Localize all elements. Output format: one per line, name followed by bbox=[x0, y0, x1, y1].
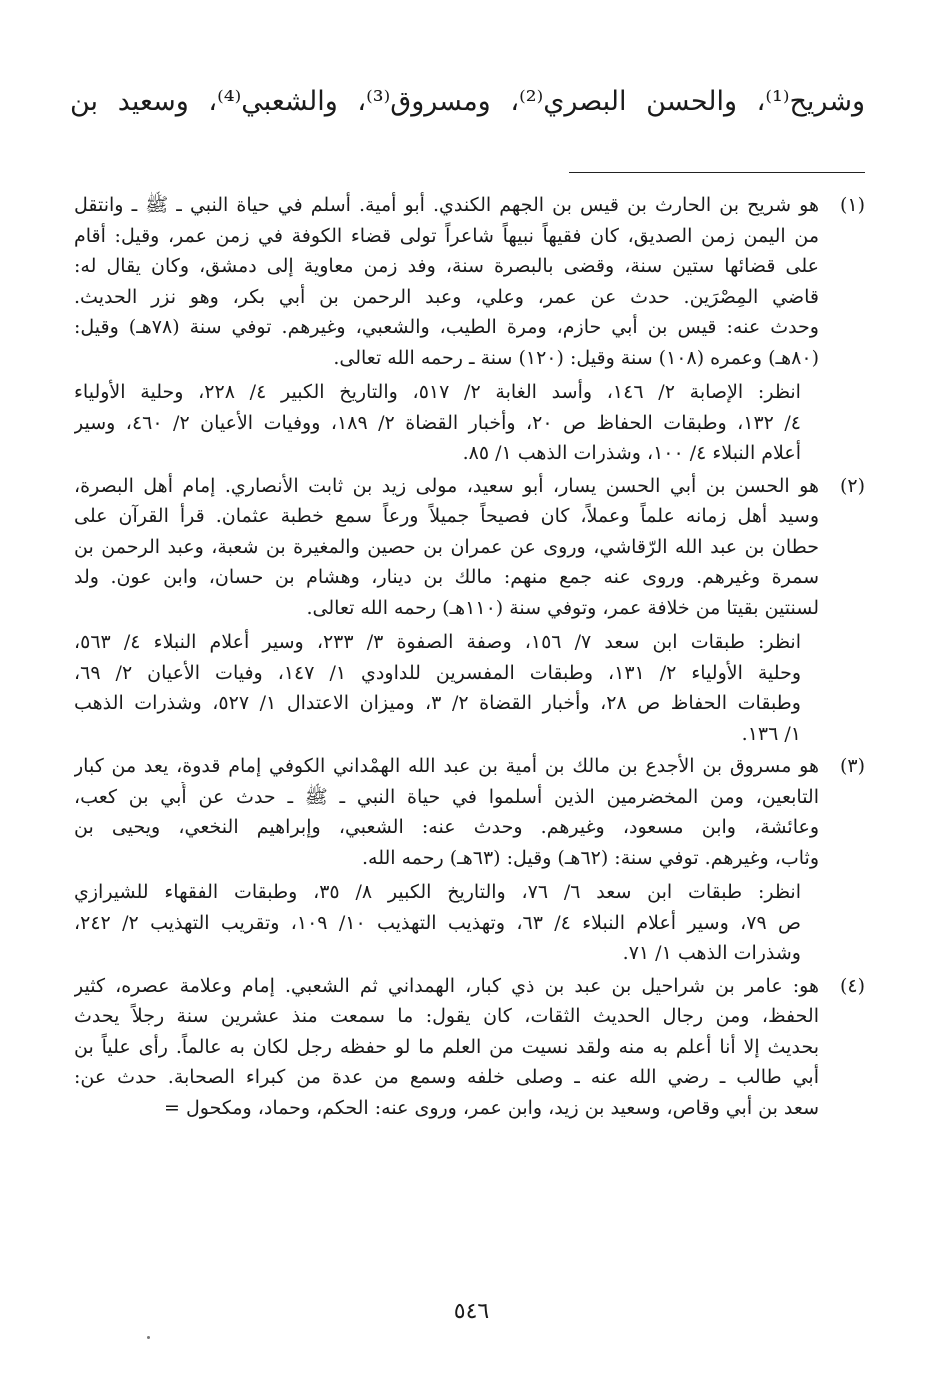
footnote-number: (١) bbox=[839, 194, 865, 216]
footnote-1 bbox=[74, 190, 865, 469]
footnote-sources bbox=[74, 877, 819, 969]
footnote-separator bbox=[569, 172, 865, 173]
footnote-sources bbox=[74, 627, 819, 749]
footnote-text-line: وعائشة، وابن مسعود، وغيرهم. وحدث عنه: الشعبي، وإبراهيم النخعي، ويحيى بن bbox=[74, 816, 819, 838]
footnote-text-line: وحدث عنه: قيس بن أبي حازم، ومرة الطيب، والشعبي، وغيرهم. توفي سنة (٧٨هـ) وقيل: bbox=[74, 316, 819, 338]
footnote-sources bbox=[74, 377, 819, 469]
footnote-text-line: قاضي المِصْرَين. حدث عن عمر، وعلي، وعبد الرحمن بن أبي بكر، وهو نزر الحديث. bbox=[74, 285, 819, 308]
footnote-text-line: هو مسروق بن الأجدع بن مالك بن أمية بن عبد الله الهمْداني الكوفي إمام قدوة، يعد من كبار bbox=[74, 755, 819, 777]
source-line: انظر: طبقات ابن سعد ٦/ ٧٦، والتاريخ الكبير ٨/ ٣٥، وطبقات الفقهاء للشيرازي bbox=[74, 881, 801, 903]
footnote-number: (٤) bbox=[839, 974, 865, 997]
footnote-text-line: الحفظ، ومن رجال الحديث الثقات، كان يقول: ما سمعت منذ عشرين سنة رجلاً يحدث bbox=[74, 1005, 819, 1027]
footnote-text-line: هو شريح بن الحارث بن قيس بن الجهم الكندي. أبو أمية. أسلم في حياة النبي ـ ﷺ ـ وانتقل bbox=[74, 194, 819, 216]
footnote-text-line: وسيد أهل زمانه علماً وعملاً، كان فصيحاً جميلاً ورعاً سمع خطبة عثمان. قرأ القرآن على bbox=[74, 505, 819, 527]
footnote-text-line: حطان بن عبد الله الرّقاشي، وروى عن عمران بن حصين والمغيرة بن شعبة، وعبد الرحمن بن bbox=[74, 535, 819, 558]
source-line: وشذرات الذهب ١/ ٧١. bbox=[622, 942, 801, 964]
footnote-4 bbox=[74, 971, 865, 1124]
footnote-text-line: سعد بن أبي وقاص، وسعيد بن زيد، وابن عمر، وروى عنه: الحكم، وحماد، ومكحول = bbox=[164, 1096, 819, 1119]
source-line: وحلية الأولياء ٢/ ١٣١، وطبقات المفسرين للداودي ١/ ١٤٧، وفيات الأعيان ٢/ ٦٩، bbox=[74, 661, 801, 684]
footnote-text-line: وثاب، وغيرهم. توفي سنة: (٦٢هـ) وقيل: (٦٣هـ) رحمه الله. bbox=[361, 846, 819, 869]
footnote-text-line: (٨٠هـ) وعمره (١٠٨) سنة وقيل: (١٢٠) سنة ـ رحمه الله تعالى. bbox=[333, 346, 819, 369]
footnote-number: (٣) bbox=[839, 755, 865, 777]
footnotes bbox=[74, 190, 865, 1125]
source-line: وطبقات الحفاظ ص ٢٨، وأخبار القضاة ٢/ ٣، وميزان الاعتدال ١/ ٥٢٧، وشذرات الذهب bbox=[74, 692, 801, 714]
source-line: انظر: الإصابة ٢/ ١٤٦، وأسد الغابة ٢/ ٥١٧، والتاريخ الكبير ٤/ ٢٢٨، وحلية الأولياء bbox=[74, 381, 801, 403]
footnote-text-line: لسنتين بقيتا من خلافة عمر، وتوفي سنة (١١٠هـ) رحمه الله تعالى. bbox=[306, 596, 819, 619]
footnote-text-line: بحديث إلا أنا أعلم به منه ولقد نسيت من العلم ما لو حفظه رجل لكان به عالماً. رأى علياً بن bbox=[74, 1035, 819, 1058]
source-line: انظر: طبقات ابن سعد ٧/ ١٥٦، وصفة الصفوة ٣/ ٢٣٣، وسير أعلام النبلاء ٤/ ٥٦٣، bbox=[74, 631, 801, 653]
footnote-text-line: التابعين، ومن المخضرمين الذين أسلموا في حياة النبي ـ ﷺ ـ حدث عن أُبي بن كعب، bbox=[74, 785, 819, 808]
page-number: ٥٤٦ bbox=[453, 1299, 490, 1324]
footnote-text-line: أبي طالب ـ رضي الله عنه ـ وصلى خلفه وسمع من عدة من كبراء الصحابة. حدث عن: bbox=[74, 1066, 819, 1088]
main-text-line: وشريح⁽¹⁾، والحسن البصري⁽²⁾، ومسروق⁽³⁾، والشعبي⁽⁴⁾، وسعيد بن bbox=[70, 86, 865, 117]
footnote-text-line: سمرة وغيرهم. وروى عنه جمع منهم: مالك بن دينار، وهشام بن حسان، وابن عون. ولد bbox=[74, 566, 819, 588]
footnote-text-line: هو: عامر بن شراحيل بن عبد بن ذي كبار، الهمداني ثم الشعبي. إمام وعلامة عصره، كثير bbox=[74, 974, 819, 997]
scan-speck bbox=[147, 1336, 150, 1339]
footnote-text-line: من اليمن زمن الصديق، كان فقيهاً نبيهاً شاعراً تولى قضاء الكوفة في زمن عمر، وقيل: أقام bbox=[74, 224, 819, 247]
source-line: ص ٧٩، وسير أعلام النبلاء ٤/ ٦٣، وتهذيب التهذيب ١٠/ ١٠٩، وتقريب التهذيب ٢/ ٢٤٢، bbox=[74, 911, 801, 934]
source-line: ١/ ١٣٦. bbox=[741, 722, 801, 745]
footnote-3 bbox=[74, 751, 865, 969]
source-line: أعلام النبلاء ٤/ ١٠٠، وشذرات الذهب ١/ ٨٥. bbox=[462, 442, 801, 464]
footnote-text-line: على قضائها ستين سنة، وقضى بالبصرة سنة، وفد زمن معاوية إلى دمشق، وكان يقال له: bbox=[74, 255, 819, 277]
footnote-number: (٢) bbox=[839, 474, 865, 497]
footnote-2 bbox=[74, 471, 865, 750]
source-line: ٤/ ١٣٢، وطبقات الحفاظ ص ٢٠، وأخبار القضاة ٢/ ١٨٩، ووفيات الأعيان ٢/ ٤٦٠، وسير bbox=[74, 411, 801, 434]
footnote-text-line: هو الحسن بن أبي الحسن يسار، أبو سعيد، مولى زيد بن ثابت الأنصاري. إمام أهل البصرة، bbox=[74, 474, 819, 497]
